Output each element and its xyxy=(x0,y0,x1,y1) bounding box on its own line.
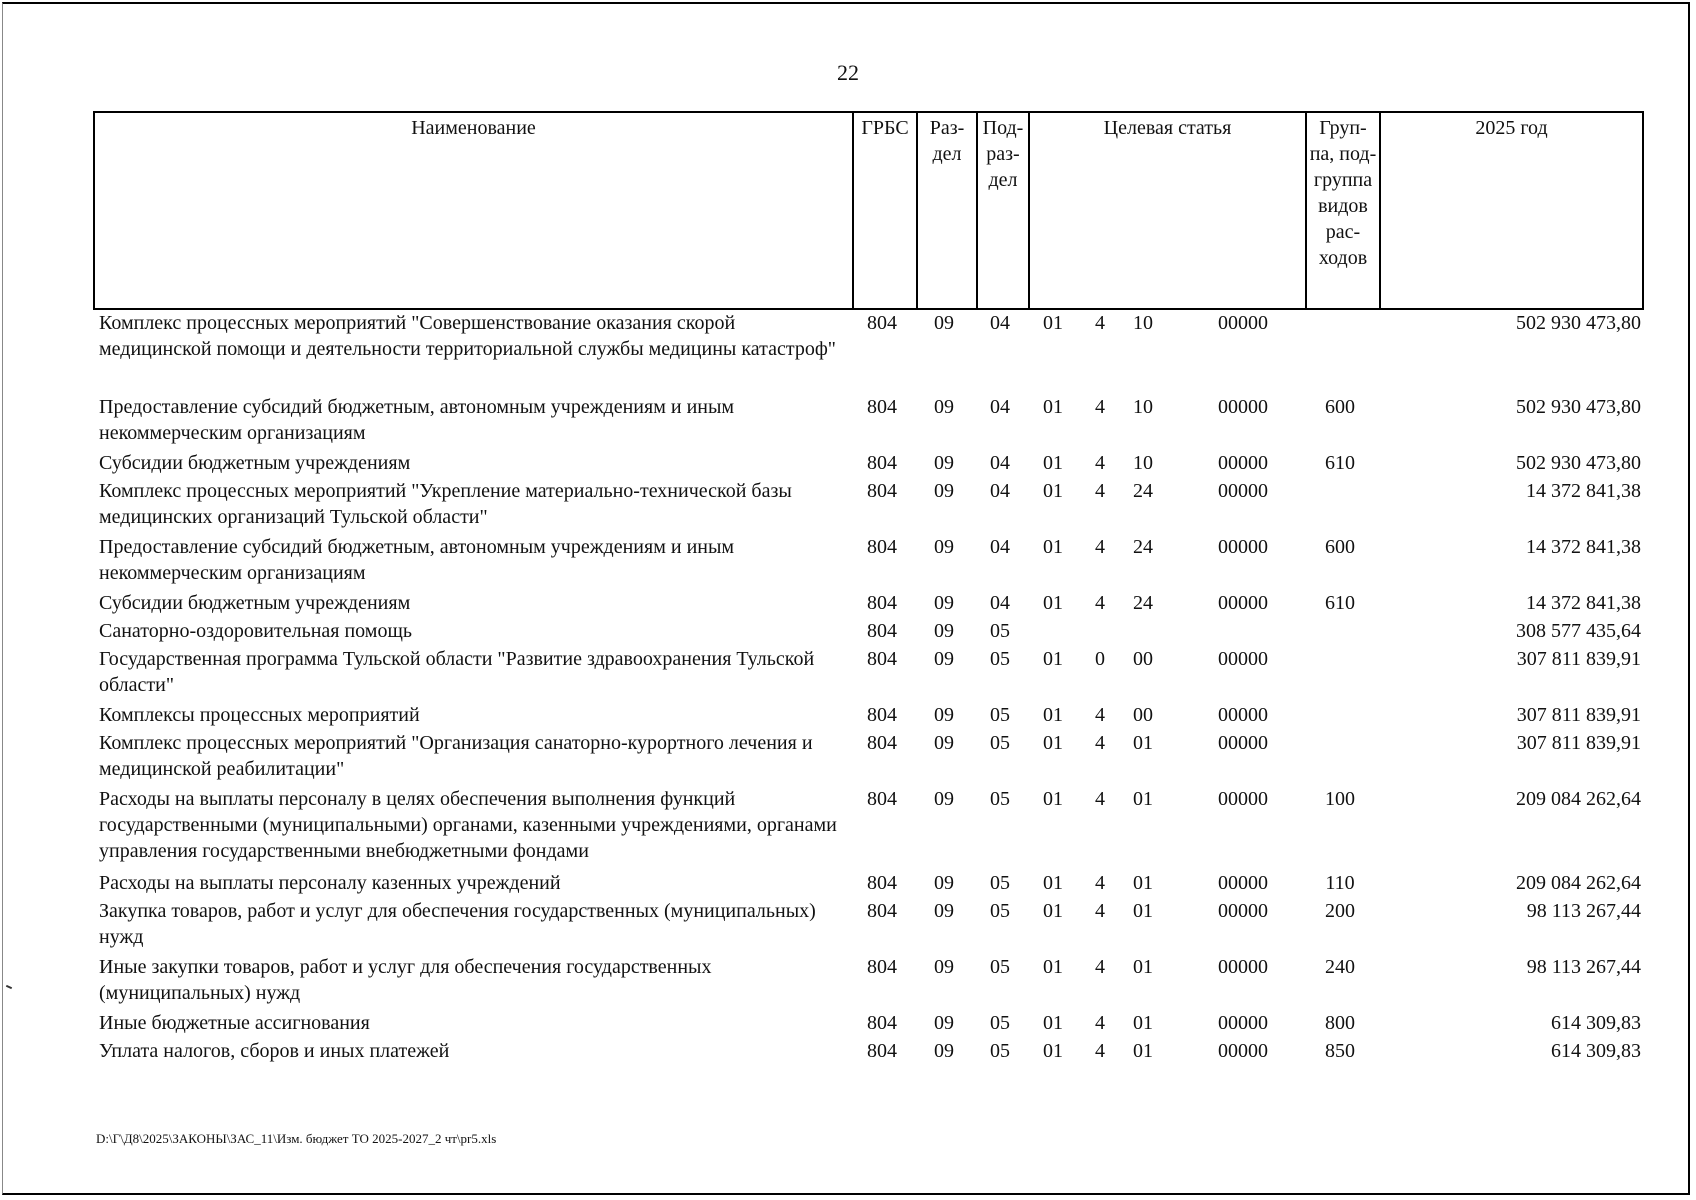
cell-name: Государственная программа Тульской области "Развитие здравоохранения Тульской области" xyxy=(99,648,815,696)
cell-target-type: 4 xyxy=(1095,704,1105,726)
cell-name: Предоставление субсидий бюджетным, автономным учреждениям и иным некоммерческим организациям xyxy=(99,536,735,584)
header-grbs: ГРБС xyxy=(852,113,916,308)
cell-target-program: 01 xyxy=(1043,396,1063,418)
table-row xyxy=(93,898,1644,954)
cell-name: Комплекс процессных мероприятий "Совершенствование оказания скорой медицинской помощи и деятельности территориальной службы медицины катастроф" xyxy=(99,312,836,360)
cell-target-program: 01 xyxy=(1043,956,1063,978)
cell-name: Комплекс процессных мероприятий "Укрепление материально-технической базы медицинских организаций Тульской области" xyxy=(99,480,792,528)
cell-vid-raskhodov: 240 xyxy=(1325,956,1355,978)
cell-target-type: 4 xyxy=(1095,480,1105,502)
cell-amount-2025: 307 811 839,91 xyxy=(1516,704,1641,726)
cell-target-complex: 00 xyxy=(1133,704,1153,726)
cell-amount-2025: 209 084 262,64 xyxy=(1516,872,1641,894)
cell-target-type: 4 xyxy=(1095,900,1105,922)
cell-target-program: 01 xyxy=(1043,592,1063,614)
cell-podrazdel: 05 xyxy=(990,1012,1010,1034)
cell-amount-2025: 502 930 473,80 xyxy=(1516,452,1641,474)
cell-razdel: 09 xyxy=(934,788,954,810)
cell-grbs: 804 xyxy=(867,536,897,558)
cell-target-complex: 10 xyxy=(1133,396,1153,418)
cell-podrazdel: 05 xyxy=(990,900,1010,922)
page-number: 22 xyxy=(837,60,859,85)
cell-razdel: 09 xyxy=(934,1040,954,1062)
cell-target-direction: 00000 xyxy=(1218,732,1268,754)
cell-podrazdel: 05 xyxy=(990,1040,1010,1062)
cell-target-direction: 00000 xyxy=(1218,480,1268,502)
cell-target-type: 4 xyxy=(1095,592,1105,614)
cell-target-direction: 00000 xyxy=(1218,788,1268,810)
cell-amount-2025: 502 930 473,80 xyxy=(1516,312,1641,334)
cell-amount-2025: 307 811 839,91 xyxy=(1516,648,1641,670)
cell-grbs: 804 xyxy=(867,592,897,614)
cell-target-type: 4 xyxy=(1095,956,1105,978)
cell-target-direction: 00000 xyxy=(1218,1012,1268,1034)
cell-name: Предоставление субсидий бюджетным, автономным учреждениям и иным некоммерческим организациям xyxy=(99,396,735,444)
cell-target-type: 4 xyxy=(1095,788,1105,810)
cell-podrazdel: 04 xyxy=(990,452,1010,474)
table-row xyxy=(93,702,1644,730)
footer-file-path: D:\Г\Д8\2025\ЗАКОНЫ\ЗАС_11\Изм. бюджет ТО 2025-2027_2 чт\pr5.xls xyxy=(96,1131,497,1146)
cell-grbs: 804 xyxy=(867,900,897,922)
cell-vid-raskhodov: 200 xyxy=(1325,900,1355,922)
cell-target-complex: 10 xyxy=(1133,452,1153,474)
cell-target-program: 01 xyxy=(1043,312,1063,334)
cell-grbs: 804 xyxy=(867,648,897,670)
cell-target-program: 01 xyxy=(1043,732,1063,754)
cell-podrazdel: 05 xyxy=(990,648,1010,670)
header-gruppa-vidov: Груп- па, под- группа видов рас- ходов xyxy=(1305,113,1379,308)
cell-grbs: 804 xyxy=(867,732,897,754)
header-year: 2025 год xyxy=(1379,113,1642,308)
cell-target-direction: 00000 xyxy=(1218,704,1268,726)
cell-target-direction: 00000 xyxy=(1218,452,1268,474)
cell-razdel: 09 xyxy=(934,648,954,670)
table-row xyxy=(93,394,1644,450)
table-row xyxy=(93,954,1644,1010)
table-row xyxy=(93,590,1644,618)
cell-razdel: 09 xyxy=(934,312,954,334)
table-row xyxy=(93,730,1644,786)
cell-grbs: 804 xyxy=(867,704,897,726)
cell-grbs: 804 xyxy=(867,396,897,418)
cell-grbs: 804 xyxy=(867,1012,897,1034)
cell-target-type: 4 xyxy=(1095,452,1105,474)
cell-razdel: 09 xyxy=(934,872,954,894)
cell-target-program: 01 xyxy=(1043,1012,1063,1034)
cell-target-type: 4 xyxy=(1095,1040,1105,1062)
cell-vid-raskhodov: 110 xyxy=(1325,872,1355,894)
cell-target-type: 4 xyxy=(1095,396,1105,418)
table-row xyxy=(93,310,1644,394)
cell-target-type: 4 xyxy=(1095,536,1105,558)
table-row xyxy=(93,646,1644,702)
cell-amount-2025: 502 930 473,80 xyxy=(1516,396,1641,418)
cell-podrazdel: 05 xyxy=(990,872,1010,894)
cell-grbs: 804 xyxy=(867,1040,897,1062)
cell-name: Комплексы процессных мероприятий xyxy=(99,704,420,726)
table-row xyxy=(93,786,1644,870)
cell-razdel: 09 xyxy=(934,620,954,642)
cell-target-direction: 00000 xyxy=(1218,396,1268,418)
table-row xyxy=(93,1038,1644,1066)
cell-name: Закупка товаров, работ и услуг для обеспечения государственных (муниципальных) нужд xyxy=(99,900,816,948)
cell-name: Иные бюджетные ассигнования xyxy=(99,1012,370,1034)
cell-grbs: 804 xyxy=(867,872,897,894)
cell-target-direction: 00000 xyxy=(1218,592,1268,614)
header-name: Наименование xyxy=(411,117,536,139)
cell-amount-2025: 209 084 262,64 xyxy=(1516,788,1641,810)
cell-razdel: 09 xyxy=(934,396,954,418)
cell-amount-2025: 14 372 841,38 xyxy=(1526,480,1641,502)
table-row xyxy=(93,618,1644,646)
cell-amount-2025: 98 113 267,44 xyxy=(1526,956,1641,978)
cell-podrazdel: 04 xyxy=(990,396,1010,418)
cell-vid-raskhodov: 600 xyxy=(1325,536,1355,558)
cell-target-complex: 24 xyxy=(1133,480,1153,502)
cell-target-program: 01 xyxy=(1043,536,1063,558)
cell-target-complex: 00 xyxy=(1133,648,1153,670)
cell-grbs: 804 xyxy=(867,480,897,502)
cell-razdel: 09 xyxy=(934,452,954,474)
cell-amount-2025: 14 372 841,38 xyxy=(1526,536,1641,558)
cell-razdel: 09 xyxy=(934,536,954,558)
cell-razdel: 09 xyxy=(934,956,954,978)
table-row xyxy=(93,1010,1644,1038)
cell-amount-2025: 614 309,83 xyxy=(1551,1040,1641,1062)
table-body xyxy=(93,310,1644,1066)
cell-target-complex: 01 xyxy=(1133,956,1153,978)
cell-podrazdel: 04 xyxy=(990,536,1010,558)
cell-vid-raskhodov: 100 xyxy=(1325,788,1355,810)
table-header xyxy=(93,111,1644,310)
cell-amount-2025: 307 811 839,91 xyxy=(1516,732,1641,754)
cell-podrazdel: 05 xyxy=(990,732,1010,754)
cell-razdel: 09 xyxy=(934,900,954,922)
cell-target-complex: 24 xyxy=(1133,592,1153,614)
cell-name: Субсидии бюджетным учреждениям xyxy=(99,452,411,474)
cell-amount-2025: 14 372 841,38 xyxy=(1526,592,1641,614)
cell-amount-2025: 308 577 435,64 xyxy=(1516,620,1641,642)
cell-target-program: 01 xyxy=(1043,648,1063,670)
cell-target-type: 4 xyxy=(1095,1012,1105,1034)
cell-podrazdel: 05 xyxy=(990,704,1010,726)
header-podrazdel: Под- раз- дел xyxy=(976,113,1028,308)
cell-razdel: 09 xyxy=(934,704,954,726)
cell-target-type: 4 xyxy=(1095,732,1105,754)
cell-name: Субсидии бюджетным учреждениям xyxy=(99,592,411,614)
cell-target-complex: 01 xyxy=(1133,1012,1153,1034)
cell-name: Расходы на выплаты персоналу в целях обеспечения выполнения функций государственными (муниципальными) органами, казенными учреждениями, органами управления государственными внебюджетными фондами xyxy=(99,788,837,862)
cell-target-complex: 24 xyxy=(1133,536,1153,558)
cell-grbs: 804 xyxy=(867,620,897,642)
cell-vid-raskhodov: 610 xyxy=(1325,592,1355,614)
cell-grbs: 804 xyxy=(867,788,897,810)
cell-target-direction: 00000 xyxy=(1218,648,1268,670)
cell-target-direction: 00000 xyxy=(1218,900,1268,922)
cell-vid-raskhodov: 600 xyxy=(1325,396,1355,418)
cell-vid-raskhodov: 610 xyxy=(1325,452,1355,474)
cell-target-direction: 00000 xyxy=(1218,312,1268,334)
table-row xyxy=(93,478,1644,534)
cell-target-program: 01 xyxy=(1043,452,1063,474)
cell-target-complex: 01 xyxy=(1133,900,1153,922)
cell-target-program: 01 xyxy=(1043,788,1063,810)
cell-name: Иные закупки товаров, работ и услуг для обеспечения государственных (муниципальных) нужд xyxy=(99,956,712,1004)
table-row xyxy=(93,450,1644,478)
cell-target-complex: 01 xyxy=(1133,732,1153,754)
cell-razdel: 09 xyxy=(934,1012,954,1034)
cell-amount-2025: 98 113 267,44 xyxy=(1526,900,1641,922)
cell-target-program: 01 xyxy=(1043,872,1063,894)
cell-target-direction: 00000 xyxy=(1218,956,1268,978)
cell-grbs: 804 xyxy=(867,312,897,334)
cell-target-program: 01 xyxy=(1043,1040,1063,1062)
cell-podrazdel: 04 xyxy=(990,312,1010,334)
cell-target-program: 01 xyxy=(1043,900,1063,922)
cell-target-complex: 10 xyxy=(1133,312,1153,334)
cell-target-complex: 01 xyxy=(1133,872,1153,894)
cell-razdel: 09 xyxy=(934,480,954,502)
cell-target-complex: 01 xyxy=(1133,788,1153,810)
cell-target-type: 0 xyxy=(1095,648,1105,670)
cell-podrazdel: 04 xyxy=(990,592,1010,614)
cell-target-type: 4 xyxy=(1095,312,1105,334)
cell-grbs: 804 xyxy=(867,956,897,978)
cell-target-type: 4 xyxy=(1095,872,1105,894)
cell-target-direction: 00000 xyxy=(1218,1040,1268,1062)
cell-target-program: 01 xyxy=(1043,704,1063,726)
cell-podrazdel: 05 xyxy=(990,788,1010,810)
cell-grbs: 804 xyxy=(867,452,897,474)
cell-razdel: 09 xyxy=(934,732,954,754)
cell-name: Комплекс процессных мероприятий "Организация санаторно-курортного лечения и медицинской реабилитации" xyxy=(99,732,813,780)
cell-name: Расходы на выплаты персоналу казенных учреждений xyxy=(99,872,561,894)
cell-target-program: 01 xyxy=(1043,480,1063,502)
cell-podrazdel: 05 xyxy=(990,620,1010,642)
cell-name: Уплата налогов, сборов и иных платежей xyxy=(99,1040,450,1062)
cell-podrazdel: 05 xyxy=(990,956,1010,978)
header-tselevaya-statya: Целевая статья xyxy=(1028,113,1305,308)
header-razdel: Раз- дел xyxy=(916,113,976,308)
cell-target-complex: 01 xyxy=(1133,1040,1153,1062)
cell-target-direction: 00000 xyxy=(1218,872,1268,894)
cell-vid-raskhodov: 800 xyxy=(1325,1012,1355,1034)
table-row xyxy=(93,534,1644,590)
table-row xyxy=(93,870,1644,898)
cell-amount-2025: 614 309,83 xyxy=(1551,1012,1641,1034)
cell-name: Санаторно-оздоровительная помощь xyxy=(99,620,412,642)
cell-target-direction: 00000 xyxy=(1218,536,1268,558)
cell-vid-raskhodov: 850 xyxy=(1325,1040,1355,1062)
cell-razdel: 09 xyxy=(934,592,954,614)
cell-podrazdel: 04 xyxy=(990,480,1010,502)
